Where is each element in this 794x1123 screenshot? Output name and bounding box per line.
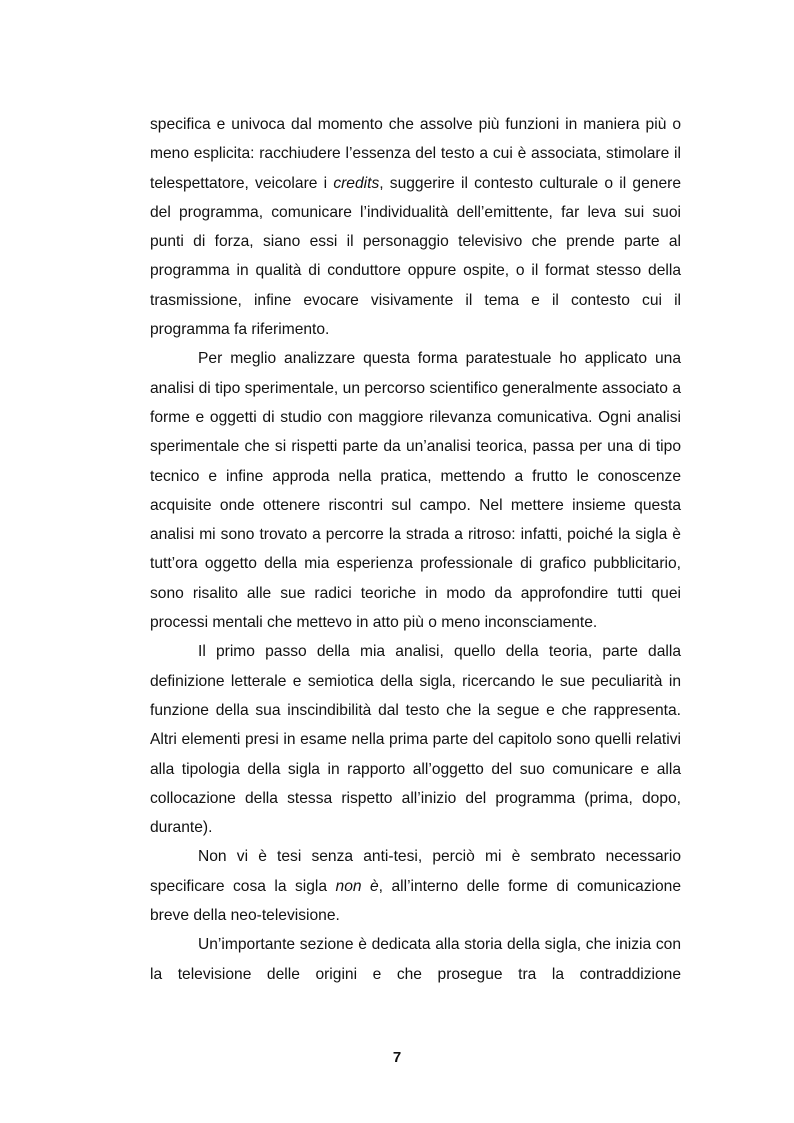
paragraph-4 (150, 842, 681, 930)
paragraph-1-text-a: specifica e univoca dal momento che assolve più funzioni in maniera più o meno esplicita: racchiudere l’essenza del testo a cui è associata, stimolare il telespettatore, veicolare i (150, 116, 681, 192)
paragraph-3 (150, 637, 681, 842)
paragraph-5-text: Un’importante sezione è dedicata alla storia della sigla, che inizia con la televisione delle origini e che prosegue tra la contraddizione (150, 936, 681, 983)
paragraph-4-text-b: , all’interno delle forme di comunicazione breve della neo-televisione. (150, 877, 681, 925)
paragraph-2 (150, 344, 681, 637)
paragraph-2-text: Per meglio analizzare questa forma paratestuale ho applicato una analisi di tipo sperimentale, un percorso scientifico generalmente associato a forme e oggetti di studio con maggiore rilevanza comunicativa. Ogni analisi sperimentale che si rispetti parte da un’analisi teorica, passa per una di tipo tecnico e infine approda nella pratica, mettendo a frutto le conoscenze acquisite onde ottenere riscontri sul campo. Nel mettere insieme questa analisi mi sono trovato a percorre la strada a ritroso: infatti, poiché la sigla è tutt’ora oggetto della mia esperienza professionale di grafico pubblicitario, sono risalito alle sue radici teoriche in modo da approfondire tutti quei processi mentali che mettevo in atto più o meno inconsciamente. (150, 350, 681, 632)
paragraph-1-italic-credits: credits (333, 174, 380, 192)
paragraph-5 (150, 930, 681, 989)
paragraph-1-text-b: , suggerire il contesto culturale o il genere del programma, comunicare l’individualità dell’emittente, far leva sui suoi punti di forza, siano essi il personaggio televisivo che prende parte al programma in qualità di conduttore oppure ospite, o il format stesso della trasmissione, infine evocare visivamente il tema e il contesto cui il programma fa riferimento. (150, 174, 681, 339)
body-text (150, 110, 681, 989)
page-number: 7 (392, 1049, 402, 1066)
paragraph-3-text: Il primo passo della mia analisi, quello della teoria, parte dalla definizione letterale e semiotica della sigla, ricercando le sue peculiarità in funzione della sua inscindibilità dal testo che la segue e che rappresenta. Altri elementi presi in esame nella prima parte del capitolo sono quelli relativi alla tipologia della sigla in rapporto all’oggetto del suo comunicare e alla collocazione della stessa rispetto all’inizio del programma (prima, dopo, durante). (150, 643, 681, 837)
paragraph-4-text-a: Non vi è tesi senza anti-tesi, perciò mi è sembrato necessario specificare cosa la sigla (150, 848, 681, 895)
paragraph-4-italic-non-e: non è (335, 877, 379, 895)
paragraph-1 (150, 110, 681, 344)
